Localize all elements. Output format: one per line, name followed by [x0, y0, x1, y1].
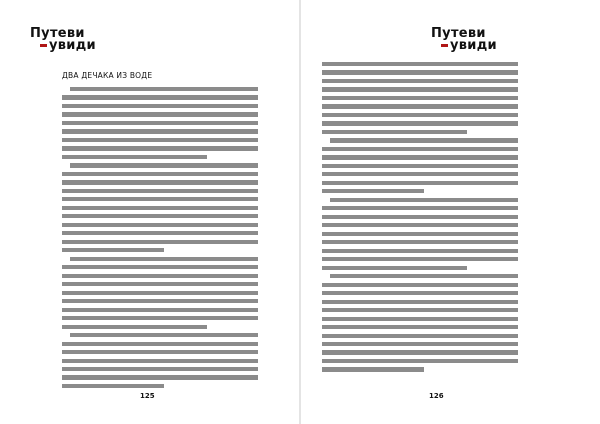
text-line — [322, 232, 518, 236]
text-line — [322, 181, 518, 185]
text-line — [322, 257, 518, 261]
text-line — [322, 121, 518, 125]
text-line — [62, 95, 258, 99]
text-line — [322, 283, 518, 287]
text-line — [62, 189, 258, 193]
text-line — [330, 138, 518, 142]
logo-line-1: Путеви — [431, 26, 486, 41]
text-line — [330, 274, 518, 278]
text-line — [322, 104, 518, 108]
text-line — [322, 359, 518, 363]
text-line — [322, 62, 518, 66]
text-line — [322, 87, 518, 91]
text-line — [322, 172, 518, 176]
text-line — [62, 121, 258, 125]
text-line — [322, 215, 518, 219]
logo-line-2: увиди — [431, 40, 497, 52]
text-line — [62, 104, 258, 108]
text-line — [62, 138, 258, 142]
text-line — [322, 206, 518, 210]
text-line — [322, 308, 518, 312]
text-line — [322, 147, 518, 151]
text-line — [62, 375, 258, 379]
text-line — [322, 350, 518, 354]
page-number: 125 — [140, 392, 155, 400]
text-line — [62, 299, 258, 303]
magazine-logo — [30, 28, 96, 56]
text-line — [62, 325, 207, 329]
text-line — [330, 198, 518, 202]
text-line — [322, 317, 518, 321]
text-line — [322, 291, 518, 295]
text-line — [62, 384, 164, 388]
text-line — [62, 308, 258, 312]
text-line — [62, 146, 258, 150]
text-line — [62, 197, 258, 201]
text-line — [70, 163, 258, 167]
text-line — [62, 291, 258, 295]
text-line — [62, 316, 258, 320]
text-line — [322, 189, 424, 193]
text-line — [62, 231, 258, 235]
text-line — [62, 206, 258, 210]
text-line — [62, 180, 258, 184]
text-line — [70, 333, 258, 337]
text-line — [322, 240, 518, 244]
text-line — [62, 214, 258, 218]
text-line — [62, 223, 258, 227]
text-line — [62, 155, 207, 159]
text-line — [62, 265, 258, 269]
text-line — [62, 282, 258, 286]
text-line — [62, 367, 258, 371]
right-page — [300, 0, 600, 424]
text-line — [322, 70, 518, 74]
text-line — [322, 334, 518, 338]
text-line — [70, 257, 258, 261]
text-line — [62, 240, 258, 244]
body-text-column — [62, 87, 258, 392]
text-line — [62, 359, 258, 363]
logo-line-1: Путеви — [30, 26, 85, 41]
text-line — [322, 266, 467, 270]
text-line — [62, 350, 258, 354]
text-line — [322, 300, 518, 304]
text-line — [322, 223, 518, 227]
text-line — [62, 248, 164, 252]
text-line — [322, 367, 424, 371]
text-line — [62, 172, 258, 176]
text-line — [322, 249, 518, 253]
text-line — [62, 342, 258, 346]
text-line — [322, 79, 518, 83]
text-line — [322, 96, 518, 100]
article-title: ДВА ДЕЧАКА ИЗ ВОДЕ — [62, 71, 153, 80]
body-text-column — [322, 62, 518, 376]
text-line — [62, 112, 258, 116]
text-line — [62, 274, 258, 278]
text-line — [70, 87, 258, 91]
text-line — [322, 113, 518, 117]
text-line — [322, 342, 518, 346]
text-line — [62, 129, 258, 133]
text-line — [322, 164, 518, 168]
page-number: 126 — [429, 392, 444, 400]
text-line — [322, 325, 518, 329]
text-line — [322, 155, 518, 159]
logo-line-2: увиди — [30, 40, 96, 52]
text-line — [322, 130, 467, 134]
magazine-logo — [431, 28, 497, 56]
